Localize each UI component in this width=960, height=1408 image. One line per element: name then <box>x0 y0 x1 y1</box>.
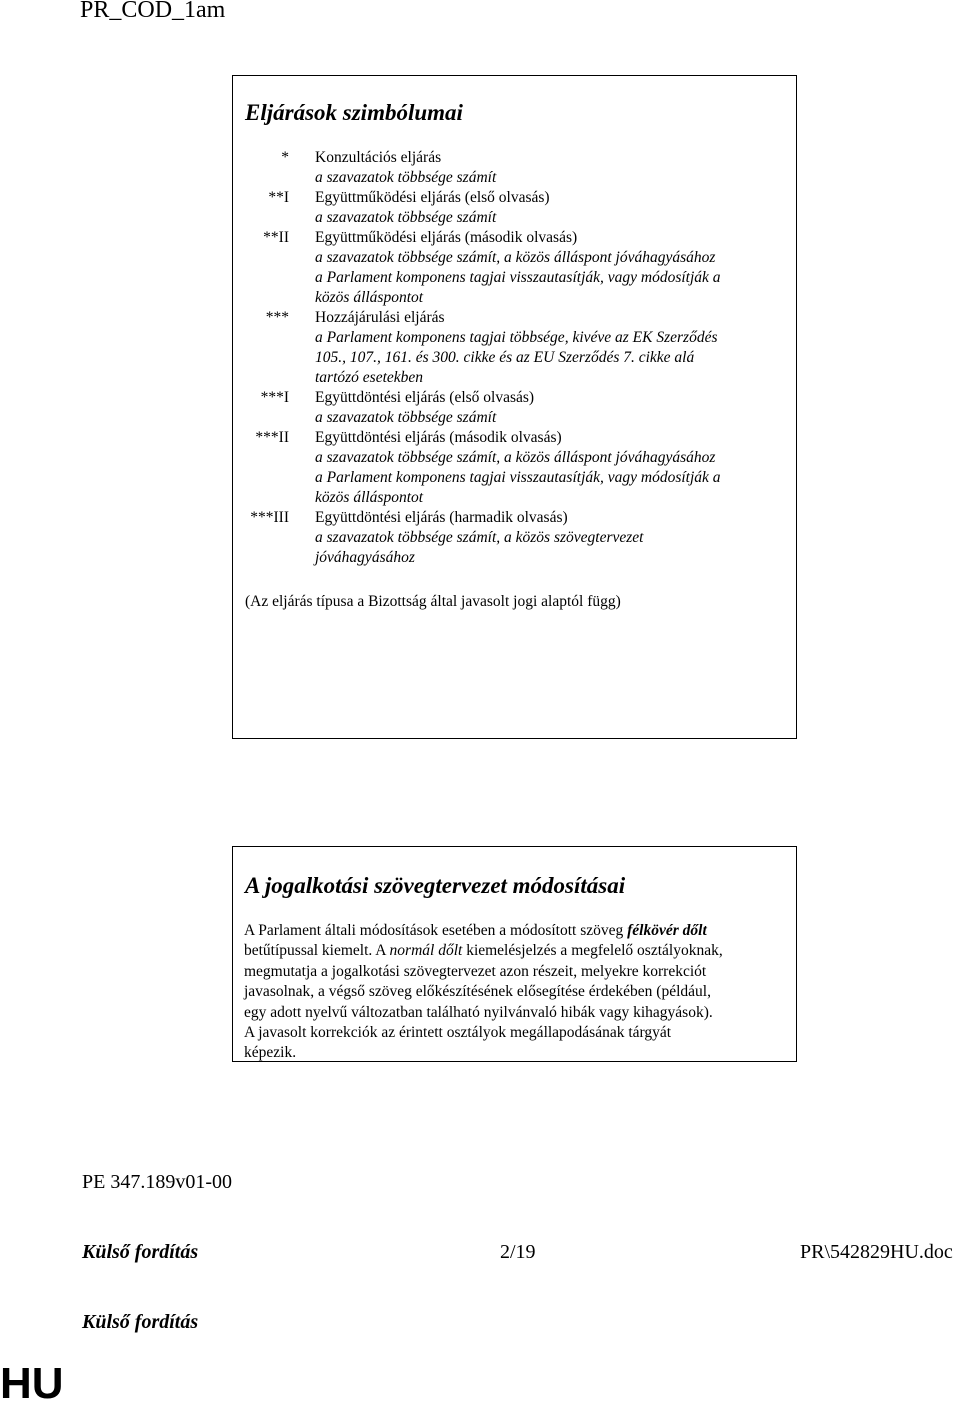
procedure-name: Együttműködési eljárás (második olvasás) <box>315 229 578 246</box>
procedure-symbol: **II <box>263 229 289 246</box>
procedure-detail: 105., 107., 161. és 300. cikke és az EU Szerződés 7. cikke alá <box>315 349 695 366</box>
amend-text-part: A Parlament általi módosítások esetében a módosított szöveg <box>244 922 628 939</box>
amendments-text <box>244 921 789 1064</box>
procedure-row <box>233 148 798 188</box>
procedure-row <box>233 308 798 388</box>
procedure-detail: jóváhagyásához <box>315 549 415 566</box>
procedure-detail: a szavazatok többsége számít, a közös szövegtervezet <box>315 529 644 546</box>
amend-italic-example: normál dőlt <box>389 942 463 960</box>
procedure-symbol: **I <box>268 189 289 206</box>
procedure-detail: a szavazatok többsége számít <box>315 409 497 426</box>
procedure-detail: a szavazatok többsége számít <box>315 169 497 186</box>
procedure-symbols-title: Eljárások szimbólumai <box>245 100 463 125</box>
document-code: PR_COD_1am <box>80 0 226 23</box>
amend-line: A javasolt korrekciók az érintett osztályok megállapodásának tárgyát <box>244 1024 672 1042</box>
procedure-detail: közös álláspontot <box>315 289 424 306</box>
procedure-symbol: *** <box>265 309 289 326</box>
amend-bold-italic-example: félkövér dőlt <box>627 922 707 939</box>
file-reference: PR\542829HU.doc <box>800 1241 953 1263</box>
procedure-symbol: ***II <box>255 429 289 446</box>
procedure-list <box>233 148 798 568</box>
procedure-detail: tartózó esetekben <box>315 369 424 386</box>
procedure-body <box>315 228 775 308</box>
amend-line: megmutatja a jogalkotási szövegtervezet azon részeit, melyekre korrekciót <box>244 962 707 980</box>
procedure-row <box>233 508 798 568</box>
translation-label-repeat: Külső fordítás <box>82 1311 199 1333</box>
procedure-body <box>315 308 775 388</box>
amend-line: javasolnak, a végső szöveg előkészítésének elősegítése érdekében (például, <box>244 983 711 1001</box>
procedure-name: Együttdöntési eljárás (első olvasás) <box>315 389 535 406</box>
procedure-name: Hozzájárulási eljárás <box>315 309 445 326</box>
procedure-symbol: ***III <box>250 509 289 526</box>
procedure-detail: közös álláspontot <box>315 489 424 506</box>
translation-label: Külső fordítás <box>82 1241 199 1263</box>
procedure-body <box>315 388 775 428</box>
procedure-detail: a Parlament komponens tagjai többsége, kivéve az EK Szerződés <box>315 329 718 346</box>
amend-line: egy adott nyelvű változatban található nyilvánvaló hibák vagy kihagyások). <box>244 1003 713 1021</box>
procedure-body <box>315 148 775 188</box>
amendments-box <box>232 846 797 1062</box>
procedure-detail: a szavazatok többsége számít, a közös álláspont jóváhagyásához <box>315 449 716 466</box>
procedure-row <box>233 188 798 228</box>
procedure-symbol: * <box>281 149 289 166</box>
procedure-detail: a Parlament komponens tagjai visszautasítják, vagy módosítják a <box>315 469 721 486</box>
procedure-footnote: (Az eljárás típusa a Bizottság által javasolt jogi alaptól függ) <box>245 593 621 610</box>
page-number: 2/19 <box>500 1241 536 1263</box>
amend-text-part: kiemelésjelzés a megfelelő osztályoknak, <box>462 942 723 960</box>
procedure-detail: a szavazatok többsége számít <box>315 209 497 226</box>
procedure-body <box>315 188 775 228</box>
procedure-detail: a szavazatok többsége számít, a közös álláspont jóváhagyásához <box>315 249 716 266</box>
procedure-body <box>315 428 775 508</box>
procedure-row <box>233 428 798 508</box>
procedure-symbol: ***I <box>260 389 289 406</box>
procedure-name: Együttdöntési eljárás (második olvasás) <box>315 429 562 446</box>
procedure-name: Együttműködési eljárás (első olvasás) <box>315 189 550 206</box>
procedure-row <box>233 388 798 428</box>
procedure-body <box>315 508 775 568</box>
procedure-name: Együttdöntési eljárás (harmadik olvasás) <box>315 509 568 526</box>
procedure-detail: a Parlament komponens tagjai visszautasítják, vagy módosítják a <box>315 269 721 286</box>
procedure-row <box>233 228 798 308</box>
procedure-name: Konzultációs eljárás <box>315 149 442 166</box>
procedure-symbols-box <box>232 75 797 739</box>
amend-line: képezik. <box>244 1044 297 1062</box>
language-code: HU <box>0 1359 64 1408</box>
pe-number: PE 347.189v01-00 <box>82 1171 232 1193</box>
amend-text-part: betűtípussal kiemelt. A <box>244 942 390 960</box>
amendments-title: A jogalkotási szövegtervezet módosításai <box>245 873 626 898</box>
